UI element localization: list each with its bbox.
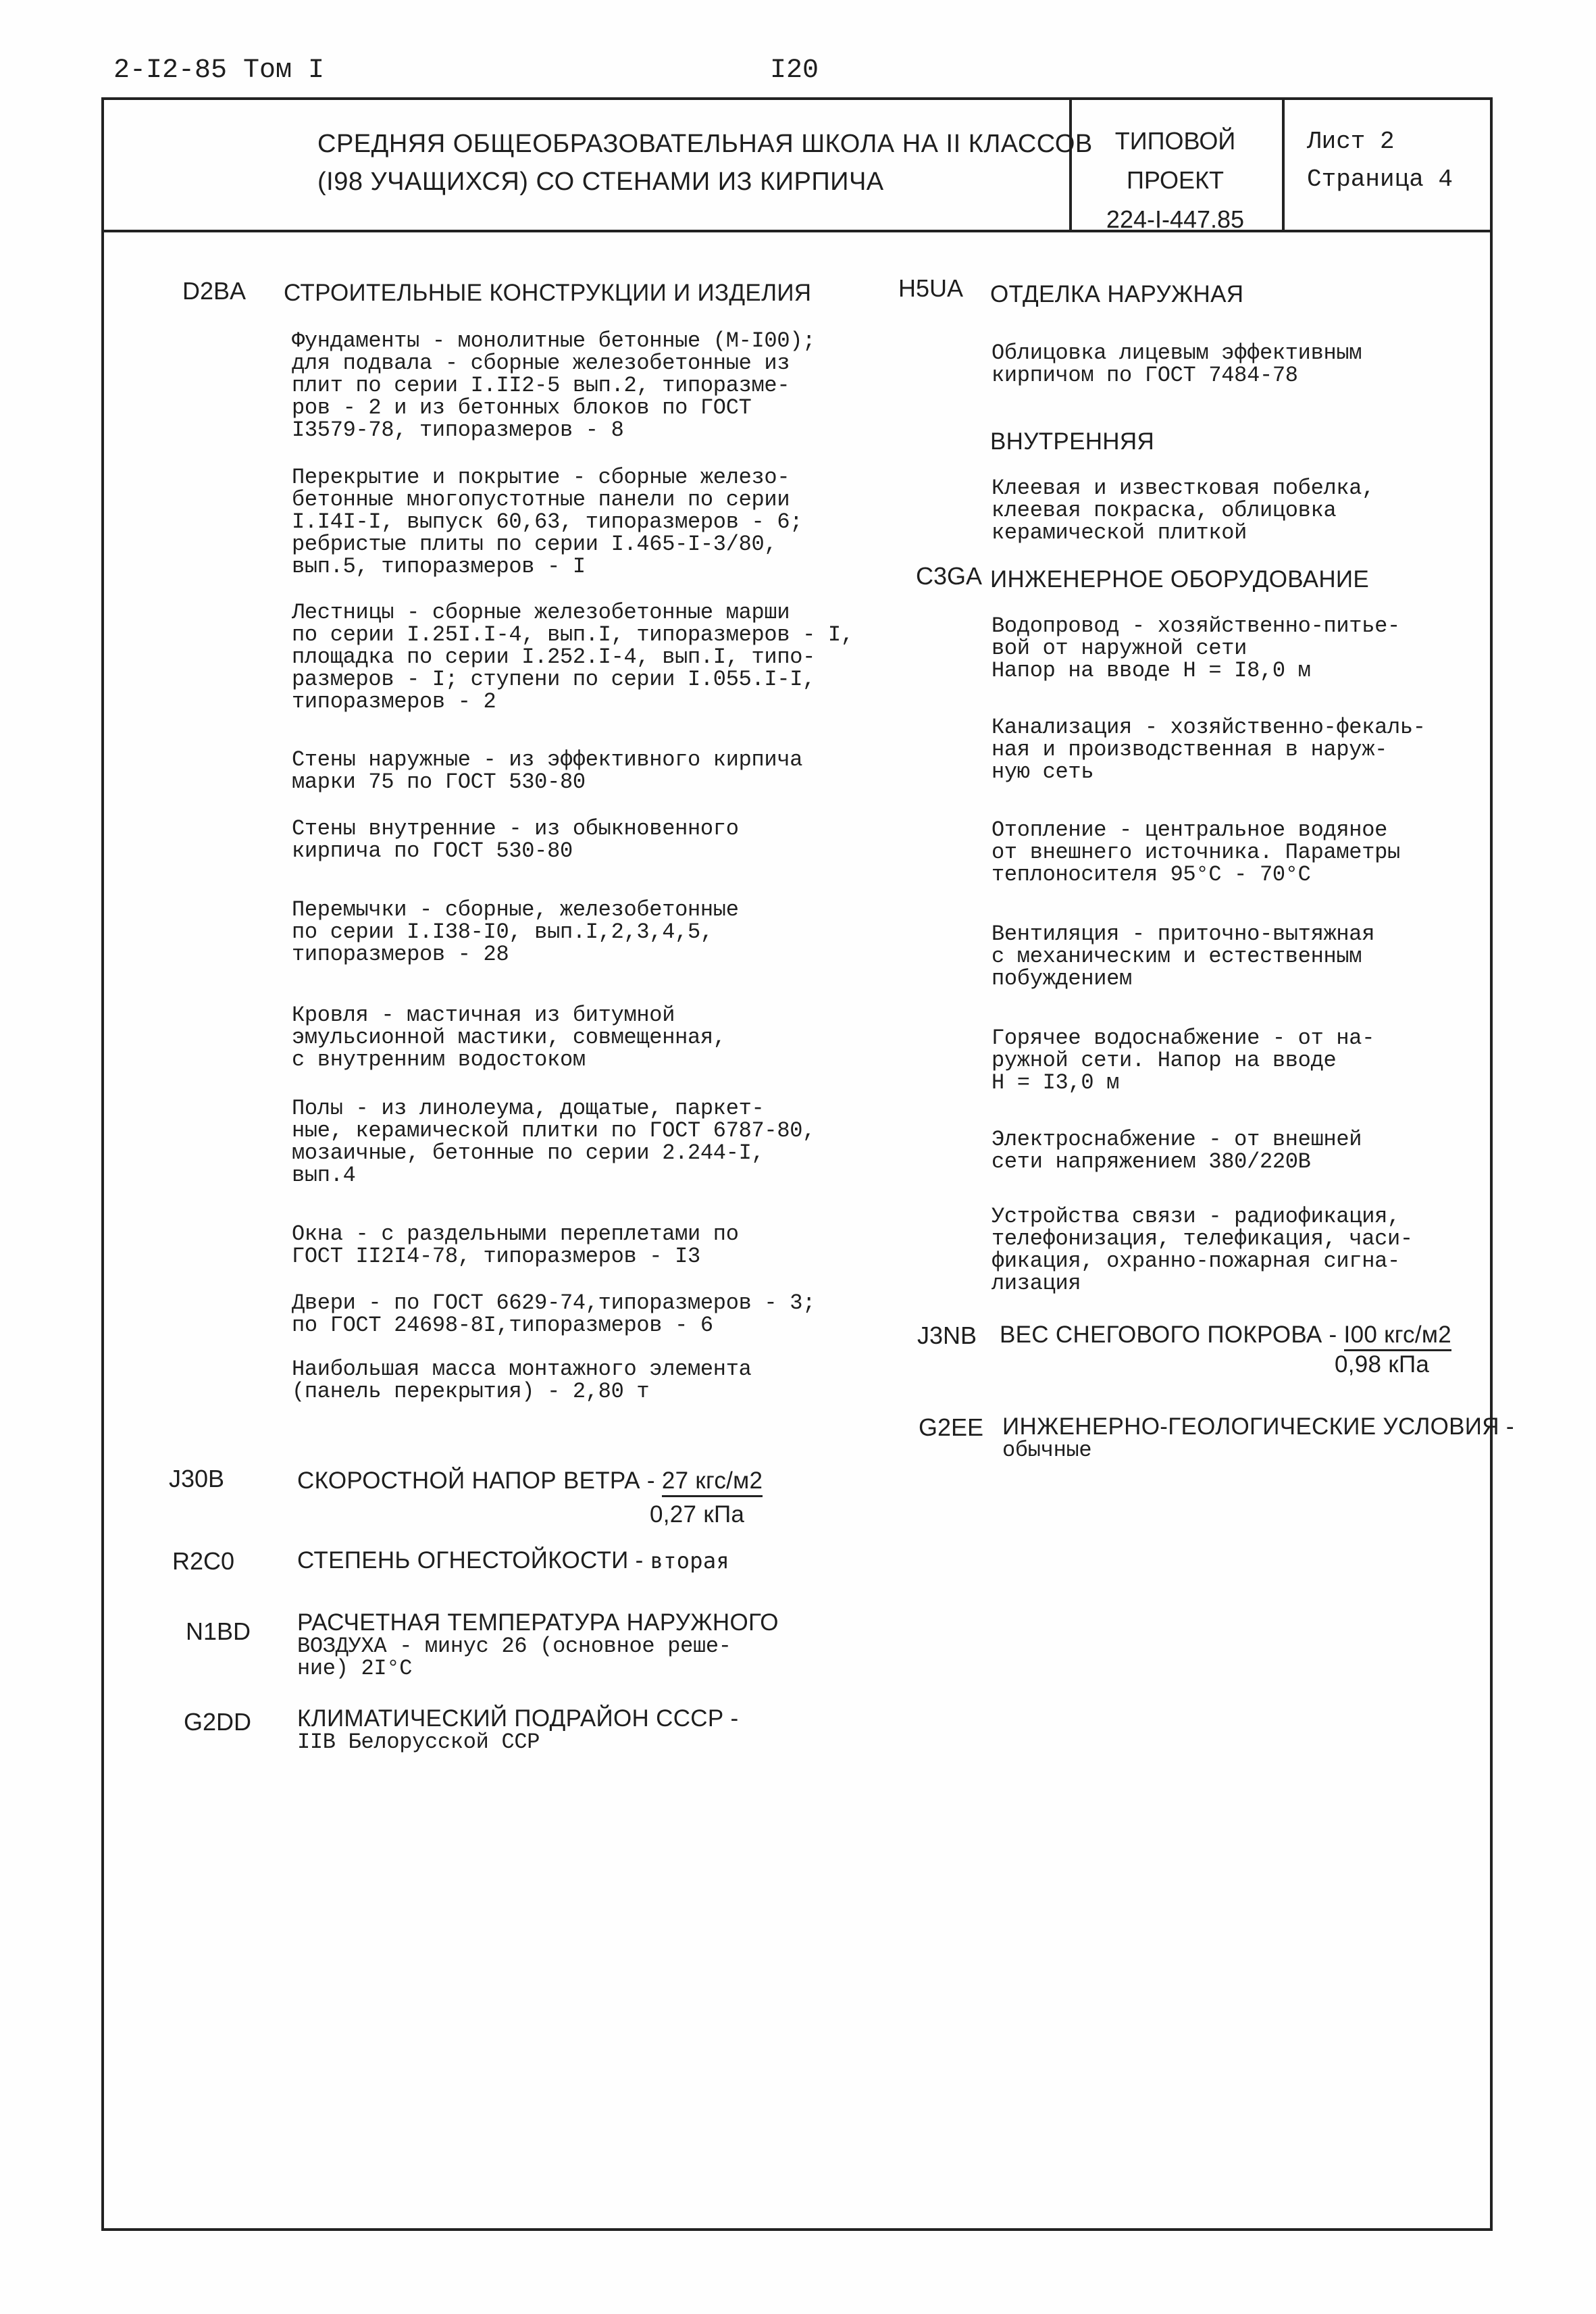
fire-code: R2C0 [172, 1547, 235, 1575]
paragraph-outer-walls: Стены наружные - из эффективного кирпича марки 75 по ГОСТ 530-80 [292, 747, 803, 795]
header-sheet: Лист 2 Страница 4 [1307, 128, 1453, 193]
paragraph-heating: Отопление - центральное водяное от внешнего источника. Параметры теплоносителя 95°С - 70°С [992, 818, 1400, 887]
finishing-heading: ОТДЕЛКА НАРУЖНАЯ [990, 281, 1244, 307]
paragraph-doors: Двери - по ГОСТ 6629-74,типоразмеров - 3; по ГОСТ 24698-8I,типоразмеров - 6 [292, 1290, 816, 1338]
paragraph-ventilation: Вентиляция - приточно-вытяжная с механическим и естественным побуждением [992, 922, 1375, 991]
climate-code: G2DD [184, 1708, 252, 1736]
paragraph-floors: Перекрытие и покрытие - сборные железо- бетонные многопустотные панели по серии I.I4I-I, выпуск 60,63, типоразмеров - 6; ребристые плиты по серии I.465-I-3/80, вып.5, типоразмеров - I [292, 465, 803, 579]
paragraph-inner-walls: Стены внутренние - из обыкновенного кирпича по ГОСТ 530-80 [292, 816, 739, 863]
temp-block: РАСЧЕТНАЯ ТЕМПЕРАТУРА НАРУЖНОГО ВОЗДУХА - минус 26 (основное реше- ние) 2I°С [297, 1609, 779, 1681]
wind-value-kpa: 0,27 кПа [650, 1501, 745, 1528]
paragraph-electricity: Электроснабжение - от внешней сети напряжением 380/220В [992, 1127, 1362, 1174]
wind-heading: СКОРОСТНОЙ НАПОР ВЕТРА - 27 кгс/м2 [297, 1467, 763, 1494]
page-number: I20 [770, 55, 819, 86]
geology-block: ИНЖЕНЕРНО-ГЕОЛОГИЧЕСКИЕ УСЛОВИЯ - обычные [1002, 1413, 1514, 1463]
equipment-heading: ИНЖЕНЕРНОЕ ОБОРУДОВАНИЕ [990, 566, 1370, 593]
finishing-code: H5UA [898, 274, 964, 302]
paragraph-lintels: Перемычки - сборные, железобетонные по серии I.I38-I0, вып.I,2,3,4,5, типоразмеров - 28 [292, 897, 739, 967]
geology-code: G2EE [919, 1413, 984, 1441]
paragraph-flooring: Полы - из линолеума, дощатые, паркет- ные, керамической плитки по ГОСТ 6787-80, мозаичные, бетонные по серии 2.244-I, вып.4 [292, 1096, 816, 1188]
snow-value: I00 кгс/м2 [1344, 1322, 1451, 1351]
paragraph-communications: Устройства связи - радиофикация, телефонизация, телефикация, часи- фикация, охранно-пожарная сигна- лизация [992, 1204, 1413, 1296]
paragraph-sewage: Канализация - хозяйственно-фекаль- ная и производственная в наруж- ную сеть [992, 715, 1426, 784]
snow-code: J3NB [917, 1322, 977, 1349]
paragraph-windows: Окна - с раздельными переплетами по ГОСТ II2I4-78, типоразмеров - I3 [292, 1222, 739, 1269]
equipment-code: C3GA [916, 562, 983, 590]
wind-code: J30B [169, 1465, 225, 1492]
paragraph-stairs: Лестницы - сборные железобетонные марши по серии I.25I.I-4, вып.I, типоразмеров - I, площадка по серии I.252.I-4, вып.I, типо- размеров - I; ступени по серии I.055.I-I, типоразмеров - 2 [292, 600, 854, 714]
paragraph-hot-water: Горячее водоснабжение - от на- ружной сети. Напор на вводе Н = I3,0 м [992, 1026, 1375, 1095]
paragraph-foundations: Фундаменты - монолитные бетонные (М-I00); для подвала - сборные железобетонные из плит по серии I.II2-5 вып.2, типоразме- ров - 2 и из бетонных блоков по ГОСТ I3579-78, типоразмеров - 8 [292, 328, 816, 443]
paragraph-max-mass: Наибольшая масса монтажного элемента (панель перекрытия) - 2,80 т [292, 1357, 752, 1404]
header-divider-v2 [1282, 97, 1285, 231]
fire-heading: СТЕПЕНЬ ОГНЕСТОЙКОСТИ - вторая [297, 1547, 729, 1574]
section-code: D2BA [182, 277, 247, 305]
paragraph-cladding: Облицовка лицевым эффективным кирпичом по ГОСТ 7484-78 [992, 341, 1362, 388]
temp-code: N1BD [186, 1617, 251, 1645]
paragraph-roof: Кровля - мастичная из битумной эмульсионной мастики, совмещенная, с внутренним водостоком [292, 1003, 726, 1072]
header-project: ТИПОВОЙ ПРОЕКТ 224-I-447.85 [1106, 127, 1245, 233]
paragraph-water: Водопровод - хозяйственно-питье- вой от наружной сети Напор на вводе Н = I8,0 м [992, 613, 1400, 683]
section-heading: СТРОИТЕЛЬНЫЕ КОНСТРУКЦИИ И ИЗДЕЛИЯ [284, 280, 812, 306]
document-code: 2-I2-85 Том I [113, 55, 325, 86]
header-title: СРЕДНЯЯ ОБЩЕОБРАЗОВАТЕЛЬНАЯ ШКОЛА НА II КЛАССОВ (I98 УЧАЩИХСЯ) СО СТЕНАМИ ИЗ КИРПИЧА [317, 130, 1093, 196]
snow-heading: ВЕС СНЕГОВОГО ПОКРОВА - I00 кгс/м2 [1000, 1322, 1451, 1349]
interior-heading: ВНУТРЕННЯЯ [990, 428, 1155, 455]
paragraph-interior: Клеевая и известковая побелка, клеевая покраска, облицовка керамической плиткой [992, 476, 1375, 545]
climate-block: КЛИМАТИЧЕСКИЙ ПОДРАЙОН СССР - IIВ Белорусской ССР [297, 1705, 739, 1755]
wind-value: 27 кгс/м2 [662, 1467, 763, 1497]
snow-value-kpa: 0,98 кПа [1335, 1351, 1430, 1378]
